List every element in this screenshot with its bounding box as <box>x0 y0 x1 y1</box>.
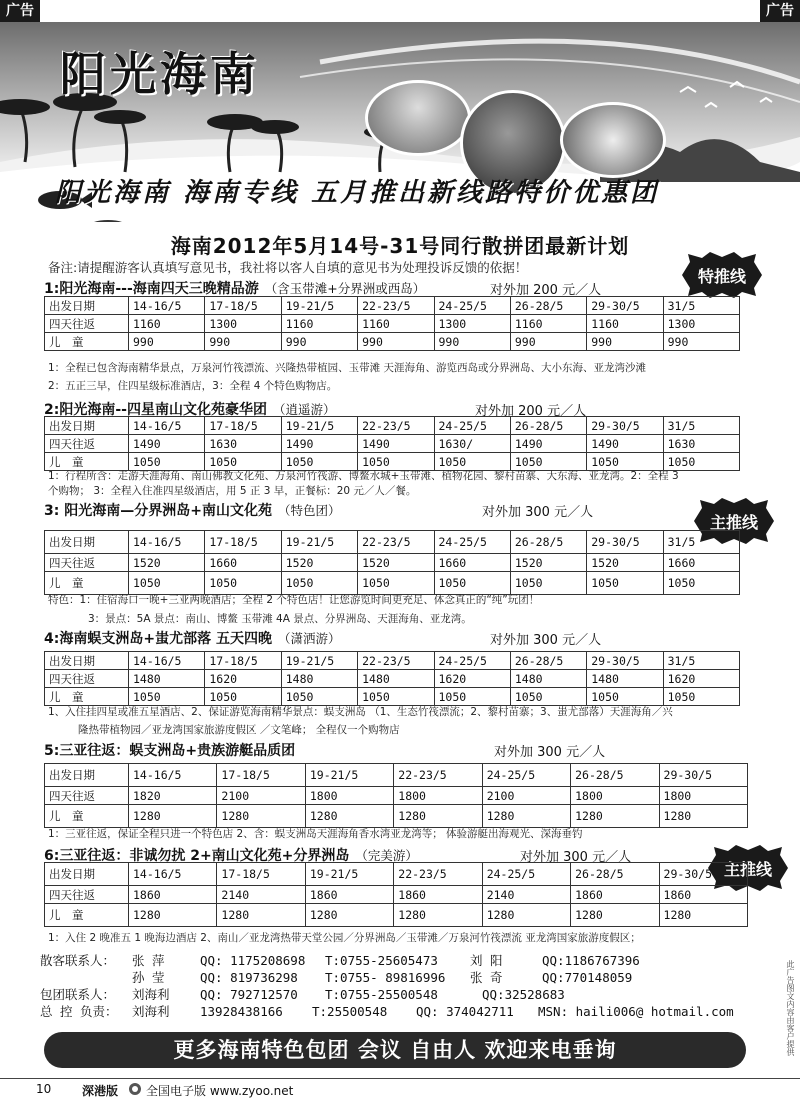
table-cell: 1050 <box>358 688 434 706</box>
table-cell: 1280 <box>305 904 393 927</box>
table-cell: 1050 <box>663 572 739 595</box>
table-cell: 1860 <box>571 886 659 904</box>
child-price-row <box>45 688 740 706</box>
table-cell: 1660 <box>663 554 739 572</box>
route-price: 对外加 300 元／人 <box>494 745 606 760</box>
table-cell: 1860 <box>394 886 482 904</box>
table-cell: 1630 <box>663 435 739 453</box>
row-label: 儿 童 <box>45 688 129 706</box>
site-label: 全国电子版 www.zyoo.net <box>146 1084 294 1098</box>
row-label: 儿 童 <box>45 453 129 471</box>
table-cell: 1480 <box>587 670 663 688</box>
table-cell: 1160 <box>358 315 434 333</box>
route-price: 对外加 300 元／人 <box>490 633 602 648</box>
headline: 海南2012年5月14号-31号同行散拼团最新计划 <box>170 234 630 258</box>
table-cell: 22-23/5 <box>358 297 434 315</box>
table-cell: 1050 <box>587 453 663 471</box>
route-note: 2：五正三早，住四星级标准酒店，3：全程 4 个特色购物店。 <box>48 380 338 392</box>
route-note: 3：景点：5A 景点：南山、博鳌 玉带滩 4A 景点、分界洲岛、天涯海角、亚龙湾。 <box>88 613 472 625</box>
table-cell: 22-23/5 <box>358 652 434 670</box>
table-cell: 1860 <box>129 886 217 904</box>
contact-name: 刘海利 <box>132 1004 170 1019</box>
table-cell: 2100 <box>482 787 570 805</box>
table-cell: 1050 <box>663 453 739 471</box>
row-label: 出发日期 <box>45 531 129 554</box>
table-cell: 1050 <box>510 688 586 706</box>
table-cell: 1660 <box>434 554 510 572</box>
route-tag: （含玉带滩+分界洲或西岛） <box>264 281 426 296</box>
contact-name: 刘海利 <box>132 987 170 1002</box>
table-cell: 1300 <box>434 315 510 333</box>
row-label: 儿 童 <box>45 333 129 351</box>
table-cell: 1490 <box>129 435 205 453</box>
table-cell: 1050 <box>434 688 510 706</box>
row-label: 四天往返 <box>45 787 129 805</box>
table-cell: 990 <box>587 333 663 351</box>
route-table <box>44 763 748 828</box>
table-cell: 14-16/5 <box>129 531 205 554</box>
table-cell: 1280 <box>129 805 217 828</box>
adult-price-row <box>45 435 740 453</box>
coast-photo <box>560 102 666 178</box>
table-cell: 22-23/5 <box>394 863 482 886</box>
table-cell: 26-28/5 <box>510 652 586 670</box>
table-cell: 19-21/5 <box>305 863 393 886</box>
table-cell: 1280 <box>482 904 570 927</box>
table-cell: 990 <box>205 333 281 351</box>
table-cell: 1300 <box>205 315 281 333</box>
table-cell: 2100 <box>217 787 305 805</box>
table-cell: 24-25/5 <box>434 531 510 554</box>
table-cell: 29-30/5 <box>587 531 663 554</box>
table-cell: 1160 <box>281 315 357 333</box>
table-cell: 19-21/5 <box>281 417 357 435</box>
route-title: 3: 阳光海南—分界洲岛+南山文化苑 <box>44 503 272 519</box>
table-cell: 1490 <box>281 435 357 453</box>
table-cell: 17-18/5 <box>217 764 305 787</box>
table-cell: 1490 <box>587 435 663 453</box>
table-cell: 26-28/5 <box>571 764 659 787</box>
table-cell: 1660 <box>205 554 281 572</box>
main-route-badge-text: 主推线 <box>723 860 772 879</box>
table-cell: 1280 <box>217 904 305 927</box>
table-cell: 17-18/5 <box>205 297 281 315</box>
table-cell: 1280 <box>394 904 482 927</box>
table-cell: 1050 <box>129 453 205 471</box>
table-cell: 1280 <box>217 805 305 828</box>
contact-phone: T:0755-25500548 <box>325 987 438 1002</box>
contact-qq: QQ: 819736298 <box>200 970 298 985</box>
table-cell: 1520 <box>358 554 434 572</box>
banner <box>0 22 800 222</box>
page-number: 10 <box>36 1082 52 1096</box>
table-cell: 1280 <box>305 805 393 828</box>
route-table <box>44 416 740 471</box>
table-cell: 17-18/5 <box>205 417 281 435</box>
table-cell: 1480 <box>129 670 205 688</box>
route-table <box>44 296 740 351</box>
route-title: 1:阳光海南---海南四天三晚精品游 <box>44 281 259 297</box>
table-cell: 24-25/5 <box>434 652 510 670</box>
table-cell: 1160 <box>587 315 663 333</box>
contact-qq: QQ: 792712570 <box>200 987 298 1002</box>
table-cell: 26-28/5 <box>510 531 586 554</box>
table-cell: 1630/ <box>434 435 510 453</box>
date-row <box>45 531 740 554</box>
table-cell: 22-23/5 <box>358 417 434 435</box>
table-cell: 1280 <box>394 805 482 828</box>
table-cell: 1050 <box>205 688 281 706</box>
table-cell: 1280 <box>482 805 570 828</box>
contact-name-2: 刘 阳 <box>470 953 503 968</box>
table-cell: 1160 <box>510 315 586 333</box>
date-row <box>45 297 740 315</box>
route-note: 1：入住 2 晚准五 1 晚海边酒店 2、南山／亚龙湾热带天堂公园／分界洲岛／玉带滩／万泉河竹筏漂流 亚龙湾国家旅游度假区； <box>48 932 641 944</box>
route-note: 1、入住挂四星或准五星酒店、2、保证游览海南精华景点：蜈支洲岛 （1、生态竹筏漂流；2、黎村苗寨；3、蚩尤部落）天涯海角／兴 <box>48 706 673 718</box>
table-cell: 1280 <box>571 805 659 828</box>
table-cell: 1050 <box>663 688 739 706</box>
table-cell: 29-30/5 <box>587 652 663 670</box>
route-title: 6:三亚往返：非诚勿扰 2+南山文化苑+分界洲岛 <box>44 848 350 864</box>
table-cell: 14-16/5 <box>129 417 205 435</box>
route-note: 1：三亚往返，保证全程只进一个特色店 2、含：蜈支洲岛天涯海角香水湾亚龙湾等； 体验游艇出海观光、深海垂钓 <box>48 828 583 840</box>
contact-phone: T:25500548 <box>312 1004 388 1019</box>
brand-logo-text: 阳光海南 <box>60 47 260 101</box>
table-cell: 1280 <box>129 904 217 927</box>
table-cell: 990 <box>281 333 357 351</box>
logo-icon <box>128 1082 142 1099</box>
edition-label: 深港版 <box>82 1084 119 1098</box>
table-cell: 1630 <box>205 435 281 453</box>
route-note: 隆热带植物园／亚龙湾国家旅游度假区 ／文笔峰； 全程仅一个购物店 <box>78 724 400 736</box>
footer-slogan-bar: 更多海南特色包团 会议 自由人 欢迎来电垂询 <box>44 1032 746 1068</box>
row-label: 四天往返 <box>45 315 129 333</box>
table-cell: 14-16/5 <box>129 863 217 886</box>
table-cell: 1620 <box>663 670 739 688</box>
table-cell: 1280 <box>571 904 659 927</box>
banner-slogan: 阳光海南 海南专线 五月推出新线路特价优惠团 <box>55 178 660 208</box>
table-cell: 1520 <box>281 554 357 572</box>
contact-qq-2: QQ:1186767396 <box>542 953 640 968</box>
table-cell: 19-21/5 <box>305 764 393 787</box>
row-label: 儿 童 <box>45 805 129 828</box>
table-cell: 1860 <box>659 886 747 904</box>
table-cell: 1050 <box>281 453 357 471</box>
control-contact-label: 总 控 负责： <box>40 1004 118 1019</box>
row-label: 四天往返 <box>45 886 129 904</box>
route-title: 4:海南蜈支洲岛+蚩尤部落 五天四晚 <box>44 631 272 647</box>
contact-qq-2: QQ: 374042711 <box>416 1004 514 1019</box>
route-price: 对外加 300 元／人 <box>482 505 594 520</box>
table-cell: 1490 <box>358 435 434 453</box>
contact-name-2: 张 奇 <box>470 970 503 985</box>
table-cell: 1050 <box>205 572 281 595</box>
date-row <box>45 863 748 886</box>
contact-mobile: 13928438166 <box>200 1004 283 1019</box>
table-cell: 1800 <box>394 787 482 805</box>
table-cell: 1050 <box>358 453 434 471</box>
row-label: 四天往返 <box>45 554 129 572</box>
table-cell: 1050 <box>281 688 357 706</box>
table-cell: 31/5 <box>663 531 739 554</box>
adult-price-row <box>45 787 748 805</box>
table-cell: 29-30/5 <box>659 863 747 886</box>
table-cell: 26-28/5 <box>510 417 586 435</box>
route-title: 5:三亚往返：蜈支洲岛+贵族游艇品质团 <box>44 743 296 759</box>
contact-qq-2: QQ:770148059 <box>542 970 633 985</box>
table-cell: 1820 <box>129 787 217 805</box>
table-cell: 990 <box>129 333 205 351</box>
route-note: 个购物； 3：全程入住准四星级酒店，用 5 正 3 早，正餐标：20 元／人／餐。 <box>48 485 417 497</box>
date-row <box>45 652 740 670</box>
table-cell: 1490 <box>510 435 586 453</box>
table-cell: 1520 <box>129 554 205 572</box>
row-label: 四天往返 <box>45 435 129 453</box>
route-table <box>44 651 740 706</box>
table-cell: 1520 <box>587 554 663 572</box>
contact-phone: T:0755- 89816996 <box>325 970 446 985</box>
date-row <box>45 417 740 435</box>
route-tag: （特色团） <box>277 503 341 518</box>
route-price: 对外加 200 元／人 <box>490 283 602 298</box>
route-title: 2:阳光海南--四星南山文化苑豪华团 <box>44 402 267 418</box>
table-cell: 2140 <box>217 886 305 904</box>
remark-note: 备注:请提醒游客认真填写意见书，我社将以客人自填的意见书为处理投诉反馈的依据！ <box>48 260 528 275</box>
table-cell: 1800 <box>659 787 747 805</box>
row-label: 出发日期 <box>45 297 129 315</box>
table-cell: 2140 <box>482 886 570 904</box>
adult-price-row <box>45 886 748 904</box>
table-cell: 1050 <box>129 572 205 595</box>
table-cell: 14-16/5 <box>129 297 205 315</box>
table-cell: 1280 <box>659 805 747 828</box>
child-price-row <box>45 904 748 927</box>
table-cell: 14-16/5 <box>129 652 205 670</box>
table-cell: 29-30/5 <box>587 417 663 435</box>
row-label: 出发日期 <box>45 863 129 886</box>
row-label: 出发日期 <box>45 417 129 435</box>
table-cell: 26-28/5 <box>571 863 659 886</box>
table-cell: 19-21/5 <box>281 297 357 315</box>
table-cell: 1300 <box>663 315 739 333</box>
table-cell: 1050 <box>281 572 357 595</box>
table-cell: 29-30/5 <box>659 764 747 787</box>
route-tag: （潇洒游） <box>277 631 341 646</box>
table-cell: 1050 <box>434 572 510 595</box>
adult-price-row <box>45 670 740 688</box>
contact-qq-2: QQ:32528683 <box>482 987 565 1002</box>
table-cell: 1480 <box>281 670 357 688</box>
table-cell: 19-21/5 <box>281 531 357 554</box>
contact-name: 张 萍 <box>132 953 165 968</box>
route-note: 1：行程所含：走游天涯海角、南山佛教文化苑、万泉河竹筏游、博鳌水城+玉带滩、植物花园、黎村苗寨、大东海、亚龙湾。2：全程 3 <box>48 470 679 482</box>
table-cell: 1860 <box>305 886 393 904</box>
table-cell: 1800 <box>305 787 393 805</box>
route-note: 1：全程已包含海南精华景点，万泉河竹筏漂流、兴隆热带植园、玉带滩 天涯海角、游览西岛或分界洲岛、大小东海、亚龙湾沙滩 <box>48 362 647 374</box>
side-disclaimer: 此广告图文内容由客户提供 <box>786 960 795 1056</box>
table-cell: 1050 <box>205 453 281 471</box>
route-note: 特色：1：住宿海口一晚+三亚两晚酒店；全程 2 个特色店！让您游览时间更充足、体念真正的“纯”玩团！ <box>48 594 540 606</box>
table-cell: 31/5 <box>663 297 739 315</box>
bottom-divider <box>0 1078 800 1079</box>
table-cell: 14-16/5 <box>129 764 217 787</box>
date-row <box>45 764 748 787</box>
table-cell: 1480 <box>510 670 586 688</box>
table-cell: 24-25/5 <box>482 863 570 886</box>
table-cell: 1520 <box>510 554 586 572</box>
route-tag: （逍遥游） <box>272 402 336 417</box>
table-cell: 1050 <box>587 572 663 595</box>
contact-phone: T:0755-25605473 <box>325 953 438 968</box>
table-cell: 29-30/5 <box>587 297 663 315</box>
table-cell: 1160 <box>129 315 205 333</box>
table-cell: 17-18/5 <box>205 531 281 554</box>
row-label: 四天往返 <box>45 670 129 688</box>
contact-name: 孙 莹 <box>132 970 165 985</box>
table-cell: 31/5 <box>663 652 739 670</box>
child-price-row <box>45 805 748 828</box>
adult-price-row <box>45 554 740 572</box>
table-cell: 19-21/5 <box>281 652 357 670</box>
main-route-badge-text: 主推线 <box>709 513 758 532</box>
table-cell: 1800 <box>571 787 659 805</box>
route-price: 对外加 200 元／人 <box>475 404 587 419</box>
route-table <box>44 530 740 595</box>
table-cell: 1050 <box>358 572 434 595</box>
table-cell: 990 <box>358 333 434 351</box>
table-cell: 990 <box>434 333 510 351</box>
group-contact-label: 包团联系人： <box>40 987 116 1002</box>
ad-label-left: 广告 <box>0 0 40 22</box>
row-label: 儿 童 <box>45 572 129 595</box>
contact-qq: QQ: 1175208698 <box>200 953 306 968</box>
table-cell: 17-18/5 <box>205 652 281 670</box>
table-cell: 1050 <box>587 688 663 706</box>
ad-label-right: 广告 <box>760 0 800 22</box>
table-cell: 1620 <box>434 670 510 688</box>
table-cell: 990 <box>510 333 586 351</box>
route-table <box>44 862 748 927</box>
table-cell: 17-18/5 <box>217 863 305 886</box>
table-cell: 24-25/5 <box>482 764 570 787</box>
table-cell: 1280 <box>659 904 747 927</box>
table-cell: 1620 <box>205 670 281 688</box>
table-cell: 22-23/5 <box>394 764 482 787</box>
row-label: 儿 童 <box>45 904 129 927</box>
table-cell: 1050 <box>510 453 586 471</box>
child-price-row <box>45 333 740 351</box>
retail-contact-label: 散客联系人： <box>40 953 116 968</box>
special-route-badge-text: 特推线 <box>697 267 746 286</box>
island-photo <box>365 80 471 156</box>
row-label: 出发日期 <box>45 652 129 670</box>
route-price: 对外加 300 元／人 <box>520 850 632 865</box>
adult-price-row <box>45 315 740 333</box>
table-cell: 24-25/5 <box>434 417 510 435</box>
table-cell: 1480 <box>358 670 434 688</box>
table-cell: 1050 <box>129 688 205 706</box>
table-cell: 990 <box>663 333 739 351</box>
table-cell: 26-28/5 <box>510 297 586 315</box>
table-cell: 22-23/5 <box>358 531 434 554</box>
table-cell: 1050 <box>434 453 510 471</box>
row-label: 出发日期 <box>45 764 129 787</box>
table-cell: 24-25/5 <box>434 297 510 315</box>
route-tag: （完美游） <box>355 848 418 863</box>
table-cell: 31/5 <box>663 417 739 435</box>
table-cell: 1050 <box>510 572 586 595</box>
contact-msn: MSN: haili006@ hotmail.com <box>538 1004 734 1019</box>
special-route-badge <box>678 252 766 298</box>
